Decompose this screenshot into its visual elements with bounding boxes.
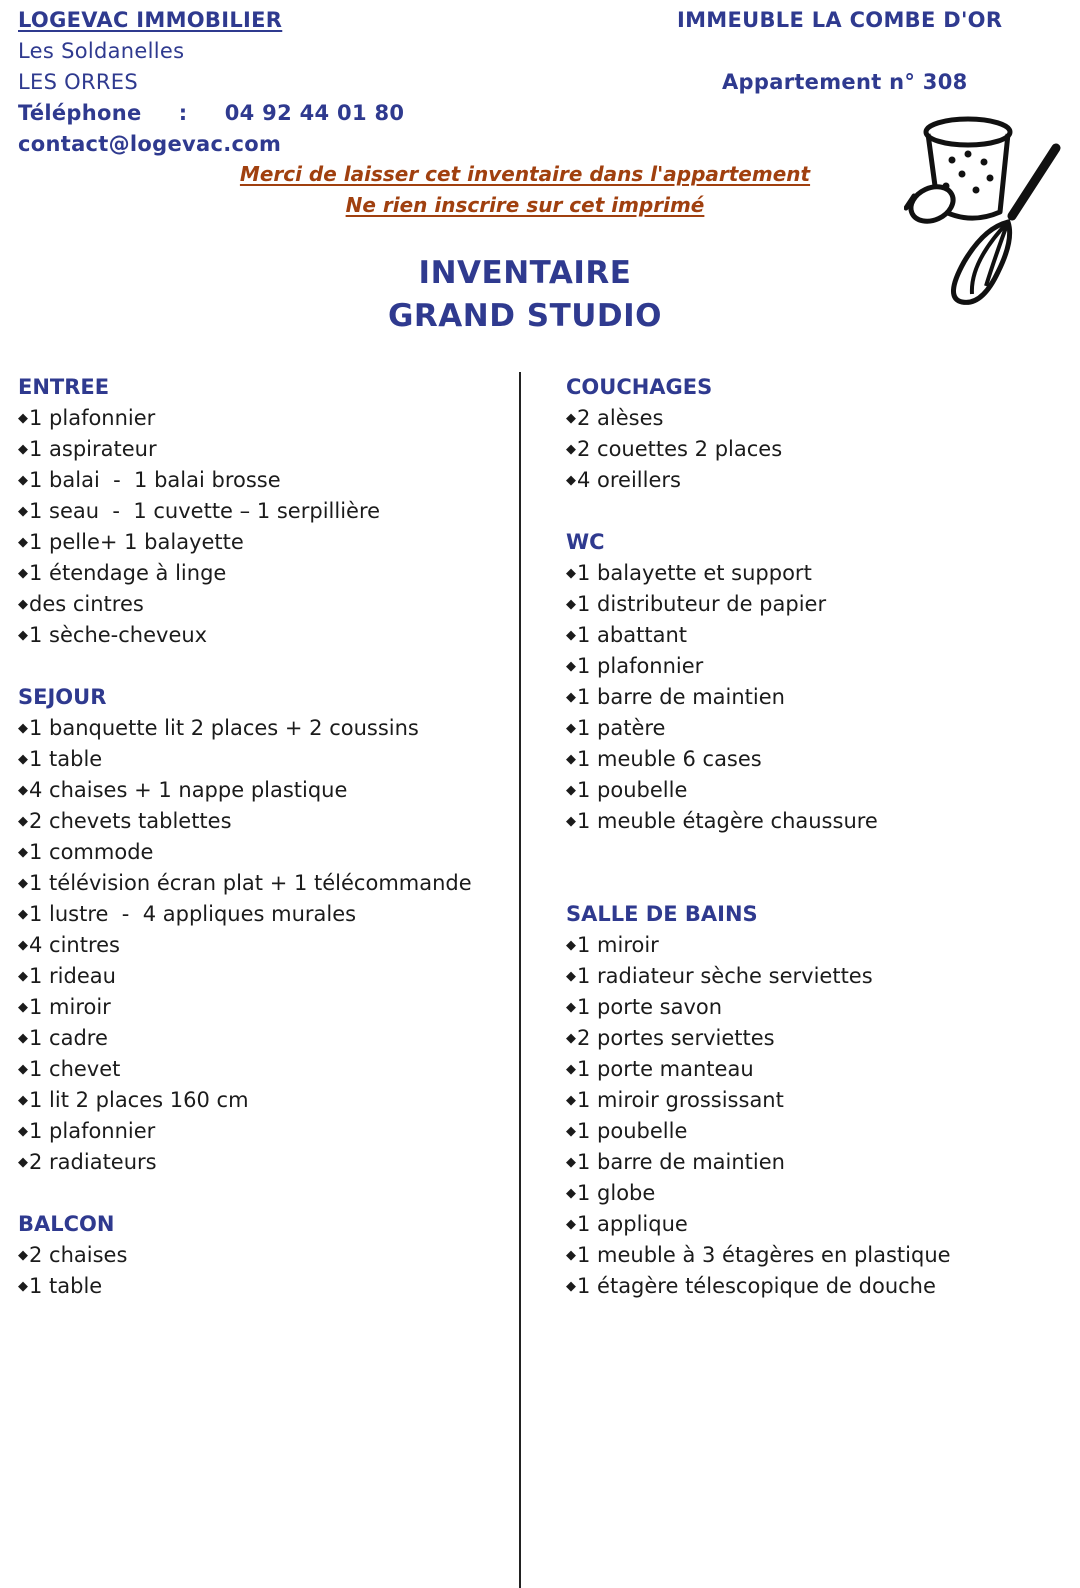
list-item: ◆1 radiateur sèche serviettes xyxy=(566,964,873,988)
page-subtitle: GRAND STUDIO xyxy=(387,298,663,334)
email-link[interactable]: contact@logevac.com xyxy=(18,132,282,156)
notice-do-not-write: Ne rien inscrire sur cet imprimé xyxy=(345,193,705,217)
list-item: ◆1 balayette et support xyxy=(566,561,812,585)
list-item: ◆1 distributeur de papier xyxy=(566,592,827,616)
list-item: ◆1 miroir xyxy=(18,995,111,1019)
bullet-icon: ◆ xyxy=(566,1031,576,1046)
list-item: ◆4 oreillers xyxy=(566,468,681,492)
bullet-icon: ◆ xyxy=(18,1155,28,1170)
list-item: ◆1 table xyxy=(18,1274,103,1298)
list-item: ◆1 étagère télescopique de douche xyxy=(566,1274,936,1298)
apartment-number: Appartement n° 308 xyxy=(722,70,968,94)
list-item: ◆1 seau - 1 cuvette – 1 serpillière xyxy=(18,499,381,523)
bullet-icon: ◆ xyxy=(566,1217,576,1232)
bullet-icon: ◆ xyxy=(18,473,28,488)
bullet-icon: ◆ xyxy=(566,721,576,736)
list-item: ◆1 miroir xyxy=(566,933,659,957)
bullet-icon: ◆ xyxy=(566,597,576,612)
list-item: ◆1 commode xyxy=(18,840,154,864)
bullet-icon: ◆ xyxy=(18,783,28,798)
phone-label: Téléphone xyxy=(18,101,142,125)
list-item: ◆1 barre de maintien xyxy=(566,685,785,709)
section-heading: SEJOUR xyxy=(18,685,107,709)
list-item: ◆1 aspirateur xyxy=(18,437,157,461)
bullet-icon: ◆ xyxy=(566,1000,576,1015)
list-item: ◆1 plafonnier xyxy=(566,654,704,678)
building-name: IMMEUBLE LA COMBE D'OR xyxy=(677,8,1003,32)
bullet-icon: ◆ xyxy=(18,969,28,984)
bullet-icon: ◆ xyxy=(566,969,576,984)
bullet-icon: ◆ xyxy=(18,876,28,891)
list-item: ◆1 étendage à linge xyxy=(18,561,227,585)
bullet-icon: ◆ xyxy=(566,1248,576,1263)
phone-line xyxy=(18,101,404,125)
section-heading: COUCHAGES xyxy=(566,375,713,399)
bullet-icon: ◆ xyxy=(18,628,28,643)
list-item: ◆1 meuble étagère chaussure xyxy=(566,809,878,833)
section-couchages xyxy=(566,372,951,496)
bullet-icon: ◆ xyxy=(18,535,28,550)
list-item: ◆1 barre de maintien xyxy=(566,1150,785,1174)
bullet-icon: ◆ xyxy=(18,1248,28,1263)
list-item: ◆4 chaises + 1 nappe plastique xyxy=(18,778,348,802)
bullet-icon: ◆ xyxy=(18,721,28,736)
list-item: ◆2 chevets tablettes xyxy=(18,809,232,833)
bullet-icon: ◆ xyxy=(18,1124,28,1139)
right-column xyxy=(566,372,951,1333)
bullet-icon: ◆ xyxy=(18,845,28,860)
list-item: ◆1 poubelle xyxy=(566,778,688,802)
section-heading: BALCON xyxy=(18,1212,115,1236)
list-item: ◆1 porte manteau xyxy=(566,1057,754,1081)
bullet-icon: ◆ xyxy=(566,783,576,798)
list-item: ◆1 sèche-cheveux xyxy=(18,623,208,647)
list-item: ◆1 meuble 6 cases xyxy=(566,747,762,771)
bullet-icon: ◆ xyxy=(18,907,28,922)
list-item: ◆1 plafonnier xyxy=(18,1119,156,1143)
section-balcon xyxy=(18,1209,472,1302)
list-item: ◆1 globe xyxy=(566,1181,656,1205)
bullet-icon: ◆ xyxy=(18,1031,28,1046)
list-item: ◆2 alèses xyxy=(566,406,664,430)
bullet-icon: ◆ xyxy=(566,1062,576,1077)
bullet-icon: ◆ xyxy=(566,442,576,457)
section-salle-de-bains xyxy=(566,899,951,1302)
list-item: ◆1 chevet xyxy=(18,1057,121,1081)
list-item: ◆des cintres xyxy=(18,592,144,616)
bullet-icon: ◆ xyxy=(566,411,576,426)
bullet-icon: ◆ xyxy=(18,566,28,581)
bullet-icon: ◆ xyxy=(566,1155,576,1170)
list-item: ◆1 banquette lit 2 places + 2 coussins xyxy=(18,716,419,740)
bullet-icon: ◆ xyxy=(566,690,576,705)
bullet-icon: ◆ xyxy=(566,938,576,953)
bullet-icon: ◆ xyxy=(18,411,28,426)
list-item: ◆1 patère xyxy=(566,716,666,740)
list-item: ◆2 radiateurs xyxy=(18,1150,157,1174)
list-item: ◆4 cintres xyxy=(18,933,120,957)
bullet-icon: ◆ xyxy=(18,1062,28,1077)
list-item: ◆1 télévision écran plat + 1 télécommande xyxy=(18,871,472,895)
list-item: ◆1 cadre xyxy=(18,1026,108,1050)
bullet-icon: ◆ xyxy=(566,1093,576,1108)
column-divider xyxy=(519,372,521,1588)
bullet-icon: ◆ xyxy=(18,938,28,953)
section-heading: SALLE DE BAINS xyxy=(566,902,758,926)
bullet-icon: ◆ xyxy=(566,1279,576,1294)
section-wc xyxy=(566,527,951,837)
list-item: ◆1 abattant xyxy=(566,623,687,647)
left-column xyxy=(18,372,472,1333)
bullet-icon: ◆ xyxy=(566,566,576,581)
page-title: INVENTAIRE xyxy=(418,255,632,291)
bullet-icon: ◆ xyxy=(18,597,28,612)
bullet-icon: ◆ xyxy=(18,1093,28,1108)
bullet-icon: ◆ xyxy=(18,814,28,829)
phone-separator: : xyxy=(178,101,188,125)
bullet-icon: ◆ xyxy=(566,1124,576,1139)
list-item: ◆1 poubelle xyxy=(566,1119,688,1143)
section-heading: ENTREE xyxy=(18,375,110,399)
address-line-2: LES ORRES xyxy=(18,70,138,94)
list-item: ◆1 lustre - 4 appliques murales xyxy=(18,902,357,926)
company-name: LOGEVAC IMMOBILIER xyxy=(18,8,283,32)
list-item: ◆1 miroir grossissant xyxy=(566,1088,784,1112)
bullet-icon: ◆ xyxy=(18,504,28,519)
list-item: ◆1 table xyxy=(18,747,103,771)
list-item: ◆2 portes serviettes xyxy=(566,1026,775,1050)
list-item: ◆2 couettes 2 places xyxy=(566,437,783,461)
bullet-icon: ◆ xyxy=(18,1000,28,1015)
bullet-icon: ◆ xyxy=(18,442,28,457)
list-item: ◆1 plafonnier xyxy=(18,406,156,430)
address-line-1: Les Soldanelles xyxy=(18,39,185,63)
bullet-icon: ◆ xyxy=(566,1186,576,1201)
list-item: ◆1 applique xyxy=(566,1212,688,1236)
section-sejour xyxy=(18,682,472,1178)
section-entree xyxy=(18,372,472,651)
list-item: ◆1 porte savon xyxy=(566,995,723,1019)
list-item: ◆1 rideau xyxy=(18,964,116,988)
kitchen-utensils-icon xyxy=(904,112,1074,312)
bullet-icon: ◆ xyxy=(566,752,576,767)
section-heading: WC xyxy=(566,530,605,554)
bullet-icon: ◆ xyxy=(566,814,576,829)
bullet-icon: ◆ xyxy=(566,659,576,674)
list-item: ◆1 balai - 1 balai brosse xyxy=(18,468,281,492)
bullet-icon: ◆ xyxy=(566,473,576,488)
list-item: ◆1 lit 2 places 160 cm xyxy=(18,1088,249,1112)
bullet-icon: ◆ xyxy=(566,628,576,643)
notice-leave-inventory: Merci de laisser cet inventaire dans l'appartement xyxy=(239,162,811,186)
bullet-icon: ◆ xyxy=(18,752,28,767)
list-item: ◆1 meuble à 3 étagères en plastique xyxy=(566,1243,951,1267)
list-item: ◆1 pelle+ 1 balayette xyxy=(18,530,244,554)
phone-number: 04 92 44 01 80 xyxy=(224,101,405,125)
list-item: ◆2 chaises xyxy=(18,1243,128,1267)
bullet-icon: ◆ xyxy=(18,1279,28,1294)
